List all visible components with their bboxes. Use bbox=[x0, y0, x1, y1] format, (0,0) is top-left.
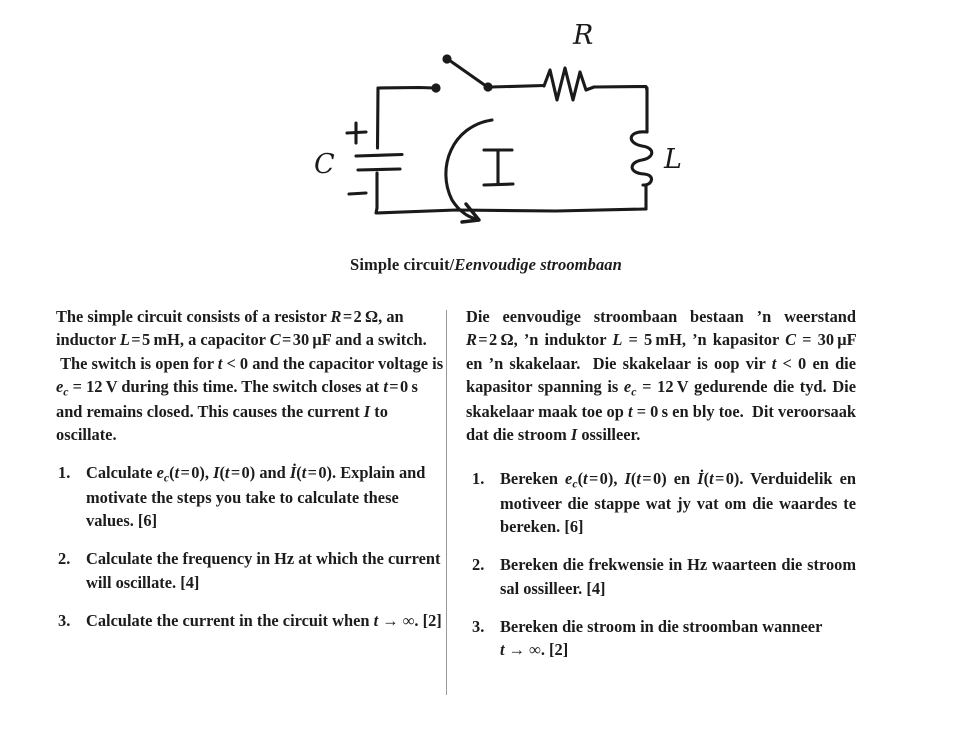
afrikaans-column bbox=[466, 305, 856, 676]
english-question-2: 2. Calculate the frequency in Hz at which the current will oscillate. [4] bbox=[58, 549, 441, 592]
minus-sign bbox=[349, 193, 366, 194]
afrikaans-question-1-marks: [6] bbox=[564, 516, 584, 536]
switch-pivot-dot bbox=[442, 54, 451, 63]
capacitor-label: C bbox=[314, 149, 335, 180]
english-question-list bbox=[56, 461, 446, 633]
wire-left-upper bbox=[378, 88, 379, 148]
english-question-3: 3. Calculate the current in the circuit when t → ∞. [2] bbox=[56, 609, 446, 632]
afrikaans-question-3: 3. Bereken die stroom in die stroomban wanneer t → ∞. [2] bbox=[472, 616, 823, 660]
afrikaans-question-2-number: 2. bbox=[472, 555, 485, 575]
wire-switch-to-resistor bbox=[491, 86, 544, 88]
english-question-2-marks: [4] bbox=[180, 572, 200, 592]
afrikaans-paragraph: Die eenvoudige stroombaan bestaan ’n weerstand R = 2 Ω, ’n induktor L = 5 mH, ’n kapasitor C = 30 μF en ’n skakelaar. Die skakelaar is oop vir t < 0 en die kapasitor spanning is $e_c = 12$ V gedurende die tyd. Die skakelaar maak toe op t = 0 s en bly toe. Dit veroorsaak dat die stroom I ossilleer. bbox=[466, 307, 857, 445]
inductor-symbol bbox=[631, 132, 652, 185]
english-question-3-marks: [2] bbox=[422, 610, 442, 630]
english-question-1-number: 1. bbox=[58, 462, 71, 482]
switch-terminal-dot-right bbox=[483, 82, 492, 91]
switch-lever bbox=[449, 60, 486, 86]
current-label-bottom-serif bbox=[484, 184, 513, 185]
bilingual-columns bbox=[0, 305, 972, 705]
afrikaans-question-2: 2. Bereken die frekwensie in Hz waarteen die stroom sal ossilleer. [4] bbox=[472, 555, 856, 598]
english-question-1: 1. Calculate $e_c(t$ = 0), I(t = 0) and İ(t = 0). Explain and motivate the steps you take to calculate these values. [6] bbox=[58, 462, 426, 530]
figure-caption-english: Simple circuit/ bbox=[350, 255, 455, 274]
capacitor-plate-bottom bbox=[358, 169, 400, 170]
circuit-figure bbox=[0, 8, 972, 248]
inductor-label: L bbox=[664, 144, 682, 175]
afrikaans-question-2-marks: [4] bbox=[586, 578, 606, 598]
circuit-diagram-svg bbox=[314, 8, 682, 240]
plus-sign-horizontal bbox=[347, 132, 366, 133]
afrikaans-question-1: 1. Bereken $e_c(t$ = 0), I(t = 0) en İ(t = 0). Verduidelik en motiveer die stappe wat jy vat om die waardes te bereken. [6] bbox=[472, 468, 856, 536]
afrikaans-question-list bbox=[466, 467, 856, 662]
english-question-3-number: 3. bbox=[58, 610, 71, 630]
afrikaans-question-3-number: 3. bbox=[472, 616, 485, 636]
resistor-label: R bbox=[573, 20, 594, 51]
current-arrow-arc bbox=[446, 120, 492, 219]
english-question-1-marks: [6] bbox=[137, 510, 158, 530]
english-column bbox=[56, 305, 446, 647]
resistor-symbol bbox=[544, 68, 594, 100]
wire-bottom bbox=[376, 208, 646, 213]
wire-top-left bbox=[378, 88, 435, 89]
english-question-2-number: 2. bbox=[58, 549, 71, 569]
figure-caption-afrikaans: Eenvoudige stroombaan bbox=[454, 255, 622, 274]
capacitor-plate-top bbox=[356, 155, 402, 157]
afrikaans-question-1-number: 1. bbox=[472, 468, 485, 488]
afrikaans-question-3-marks: [2] bbox=[549, 640, 569, 660]
column-divider bbox=[446, 310, 447, 695]
figure-caption bbox=[0, 255, 972, 275]
switch-terminal-dot-left bbox=[431, 83, 440, 92]
english-paragraph: The simple circuit consists of a resistor R = 2 Ω, an inductor L = 5 mH, a capacitor C = 30 μF and a switch. The switch is open for t < 0 and the capacitor voltage is $e_c = 12$ V during this time. The switch closes at t = 0 s and remains closed. This causes the current I to oscillate. bbox=[56, 307, 444, 445]
wire-resistor-to-corner bbox=[594, 87, 647, 91]
